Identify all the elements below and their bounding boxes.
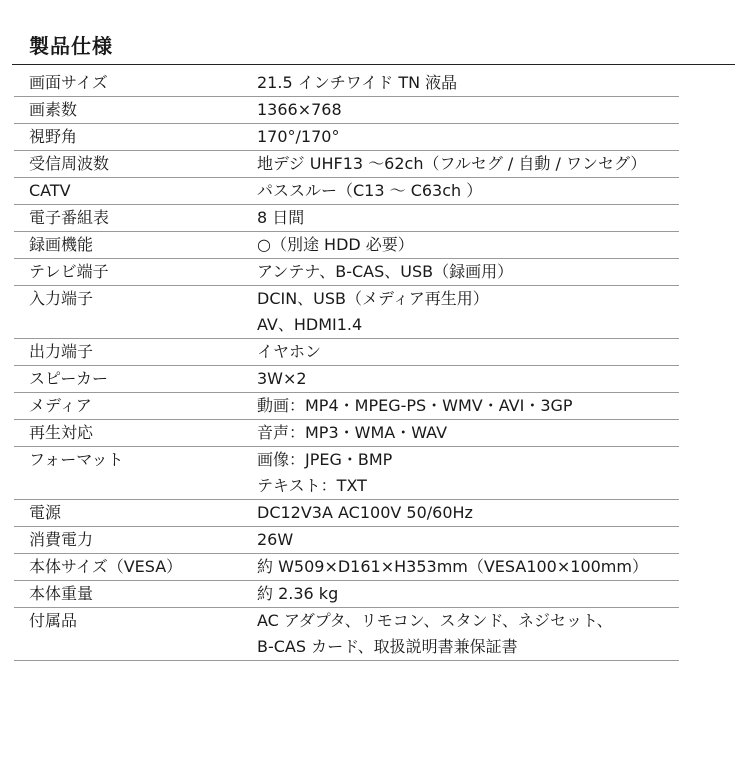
spec-line: [14, 500, 679, 526]
spec-label: CATV: [29, 181, 71, 200]
spec-value: 約 2.36 kg: [257, 584, 339, 603]
spec-value: AV、HDMI1.4: [257, 315, 363, 334]
spec-line: [14, 634, 679, 660]
spec-label: 画素数: [29, 100, 78, 119]
table-row: [14, 554, 679, 581]
spec-label: スピーカー: [29, 369, 109, 388]
spec-value: 8 日間: [257, 208, 305, 227]
spec-label: 電子番組表: [29, 208, 110, 227]
spec-value: DC12V3A AC100V 50/60Hz: [257, 503, 473, 522]
spec-line: [14, 312, 679, 338]
spec-value: パススルー（C13 ～ C63ch ）: [257, 181, 483, 200]
table-row: [14, 339, 679, 366]
table-row: [14, 232, 679, 259]
spec-value: DCIN、USB（メディア再生用）: [257, 289, 489, 308]
spec-value: 21.5 インチワイド TN 液晶: [257, 73, 458, 92]
spec-value: AC アダプタ、リモコン、スタンド、ネジセット、: [257, 611, 613, 630]
table-row: [14, 608, 679, 661]
table-row: [14, 178, 679, 205]
spec-value: 約 W509×D161×H353mm（VESA100×100mm）: [257, 557, 648, 576]
spec-label: 受信周波数: [29, 154, 110, 173]
spec-label: 電源: [29, 503, 62, 522]
table-row: [14, 393, 679, 420]
spec-line: [14, 608, 679, 634]
table-row: [14, 447, 679, 500]
table-row: [14, 420, 679, 447]
table-row: [14, 527, 679, 554]
spec-label: 消費電力: [29, 530, 94, 549]
table-row: [14, 259, 679, 286]
spec-value: テキスト：TXT: [257, 476, 367, 495]
table-row: [14, 500, 679, 527]
spec-value: 1366×768: [257, 100, 342, 119]
title-divider: [12, 64, 735, 65]
spec-line: [14, 151, 679, 177]
spec-label: 本体サイズ（VESA）: [29, 557, 183, 576]
spec-value: アンテナ、B-CAS、USB（録画用）: [257, 262, 514, 281]
spec-label: 出力端子: [29, 342, 94, 361]
table-row: [14, 366, 679, 393]
spec-line: [14, 286, 679, 312]
spec-line: [14, 393, 679, 419]
spec-line: [14, 205, 679, 231]
spec-label: 再生対応: [29, 423, 94, 442]
table-row: [14, 97, 679, 124]
spec-table: [14, 70, 679, 661]
spec-line: [14, 527, 679, 553]
spec-value: 地デジ UHF13 ～62ch（フルセグ / 自動 / ワンセグ）: [257, 154, 647, 173]
spec-line: [14, 124, 679, 150]
table-row: [14, 286, 679, 339]
table-row: [14, 205, 679, 232]
page-title: 製品仕様: [29, 34, 113, 58]
spec-line: [14, 420, 679, 446]
spec-value: 音声：MP3・WMA・WAV: [257, 423, 448, 442]
spec-label: 本体重量: [29, 584, 94, 603]
spec-line: [14, 366, 679, 392]
spec-value: 26W: [257, 530, 294, 549]
table-row: [14, 124, 679, 151]
spec-value: 動画：MP4・MPEG-PS・WMV・AVI・3GP: [257, 396, 573, 415]
spec-value: 170°/170°: [257, 127, 340, 146]
spec-line: [14, 232, 679, 258]
spec-label: 視野角: [29, 127, 78, 146]
spec-line: [14, 581, 679, 607]
spec-label: 入力端子: [29, 289, 94, 308]
spec-line: [14, 473, 679, 499]
spec-line: [14, 259, 679, 285]
spec-line: [14, 339, 679, 365]
spec-label: 付属品: [29, 611, 78, 630]
spec-line: [14, 178, 679, 204]
spec-value: 3W×2: [257, 369, 307, 388]
spec-label: フォーマット: [29, 450, 124, 469]
spec-label: テレビ端子: [29, 262, 109, 281]
spec-value: 画像：JPEG・BMP: [257, 450, 393, 469]
spec-line: [14, 97, 679, 123]
spec-label: 録画機能: [29, 235, 94, 254]
spec-label: 画面サイズ: [29, 73, 108, 92]
table-row: [14, 581, 679, 608]
spec-line: [14, 70, 679, 96]
table-row: [14, 151, 679, 178]
spec-value: B-CAS カード、取扱説明書兼保証書: [257, 637, 518, 656]
spec-label: メディア: [29, 396, 92, 415]
table-row: [14, 70, 679, 97]
spec-value: イヤホン: [257, 342, 322, 361]
spec-value: ○（別途 HDD 必要）: [257, 235, 414, 254]
